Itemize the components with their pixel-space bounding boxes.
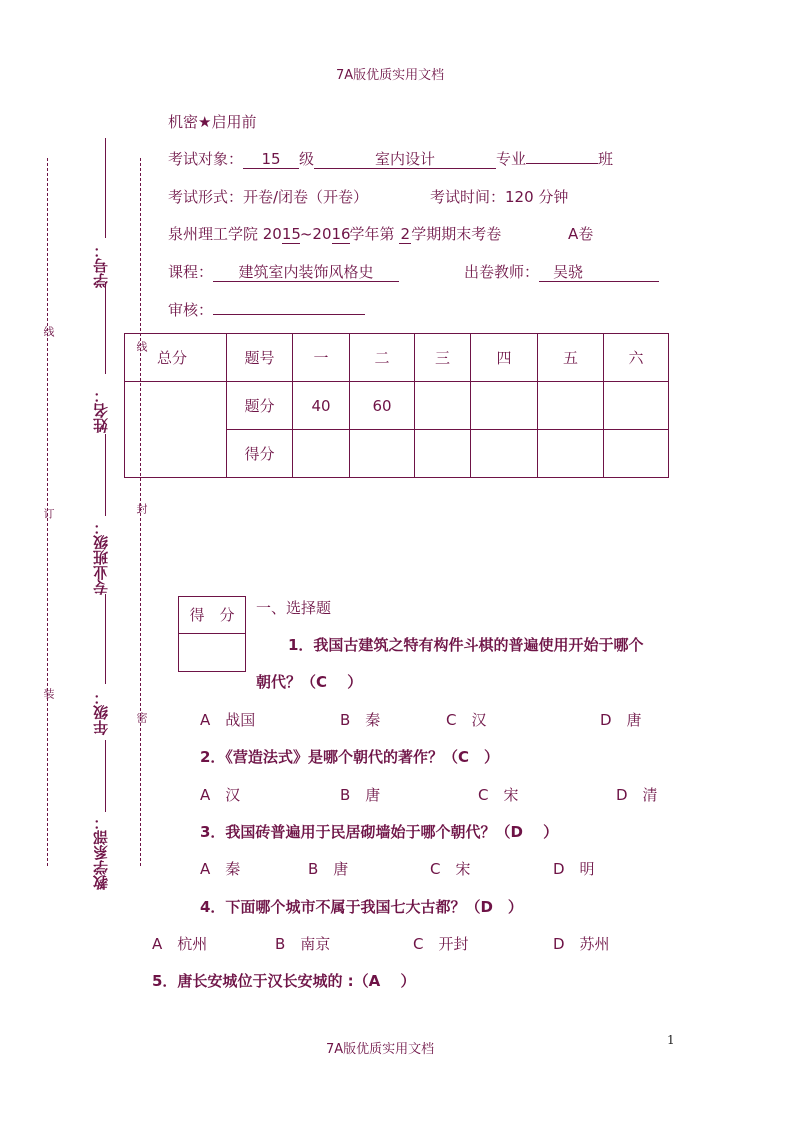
score-table [124,333,669,478]
review-field [213,314,365,315]
paper-label: A卷 [568,225,594,243]
option: D 明 [553,860,595,878]
table-cell: 60 [350,382,415,430]
option: A 汉 [200,786,241,804]
teacher-line [464,261,659,282]
option: C 汉 [446,711,487,729]
review-label: 审核： [168,301,214,319]
grade-suffix: 级 [299,150,315,168]
total-score-cell [125,382,227,478]
student-id-label: 学号： [92,243,110,288]
class-suffix: 班 [598,150,614,168]
question-3: 3．我国砖普遍用于民居砌墙始于哪个朝代？（D ） [200,823,559,841]
teacher-value: 吴骁 [539,263,659,282]
binding-mark: 线 [42,326,55,337]
option: A 秦 [200,860,241,878]
class-field [526,163,598,164]
semester: 2 [400,225,411,243]
department-label: 教学系部： [92,815,110,890]
school-prefix: 泉州理工学院 20 [168,225,282,243]
option: A 杭州 [152,935,208,953]
exam-target-label: 考试对象： [168,150,244,168]
table-cell: 一 [293,334,350,382]
binding-mark: 线 [135,341,148,352]
table-cell [471,430,538,478]
option: D 苏州 [553,935,610,953]
course-label: 课程： [168,263,214,281]
table-cell: 四 [471,334,538,382]
table-cell: 五 [538,334,604,382]
secret-label: 机密★启用前 [168,113,257,131]
table-cell: 得分 [227,430,293,478]
field-line [105,740,106,812]
question-2: 2．《营造法式》是哪个朝代的著作？（C ） [200,748,499,766]
exam-target-line [168,148,613,169]
table-cell: 题号 [227,334,293,382]
semester-suffix: 学期期末考卷 [411,225,502,243]
binding-mark: 密 [135,712,148,723]
table-cell [471,382,538,430]
section-score-label: 得 分 [179,597,245,634]
year-end: 16 [331,225,351,243]
year-sep: ~20 [299,225,332,243]
page-header: 7A版优质实用文档 [336,68,445,83]
binding-mark: 订 [42,508,55,519]
exam-time: 考试时间：120 分钟 [430,188,569,206]
table-cell: 40 [293,382,350,430]
binding-mark: 装 [42,688,55,699]
table-cell [350,430,415,478]
field-line [105,594,106,684]
total-label: 总分 [125,334,227,382]
table-cell: 二 [350,334,415,382]
table-cell [538,382,604,430]
option: B 唐 [308,860,349,878]
option: D 唐 [600,711,642,729]
question-1: 1．我国古建筑之特有构件斗棋的普遍使用开始于哪个 [288,636,644,654]
table-cell: 三 [415,334,471,382]
question-5: 5．唐长安城位于汉长安城的 :（A ） [152,972,416,990]
grade-field: 15 [243,150,299,169]
option: C 宋 [430,860,471,878]
field-line [105,282,106,374]
exam-form: 考试形式：开卷/闭卷（开卷） [168,188,369,206]
review-line [168,299,365,320]
question-4: 4．下面哪个城市不属于我国七大古都？（D ） [200,898,523,916]
section-score-box [178,596,246,672]
section-title: 一、选择题 [256,599,332,617]
table-cell [604,430,669,478]
table-cell: 六 [604,334,669,382]
school-line [168,223,501,244]
teacher-label: 出卷教师： [464,263,540,281]
page-number: 1 [667,1033,675,1047]
option: A 战国 [200,711,256,729]
year-start: 15 [281,225,301,243]
table-cell [415,430,471,478]
field-line [105,138,106,238]
field-line [105,434,106,516]
course-line [168,261,399,282]
option: B 唐 [340,786,381,804]
option: C 宋 [478,786,519,804]
major-class-label: 专业班级： [92,520,110,595]
option: B 秦 [340,711,381,729]
question-1-cont: 朝代？（C ） [256,673,363,691]
table-cell [293,430,350,478]
binding-mark: 封 [135,503,148,514]
course-value: 建筑室内装饰风格史 [213,263,399,282]
option: C 开封 [413,935,469,953]
page-footer: 7A版优质实用文档 [326,1042,435,1057]
table-cell: 题分 [227,382,293,430]
major-suffix: 专业 [496,150,527,168]
grade-label: 年级： [92,690,110,735]
table-cell [604,382,669,430]
table-cell [538,430,604,478]
option: D 清 [616,786,658,804]
semester-prefix: 学年第 [349,225,400,243]
table-cell [415,382,471,430]
option: B 南京 [275,935,331,953]
major-field: 室内设计 [314,150,496,169]
name-label: 姓名： [92,388,110,433]
